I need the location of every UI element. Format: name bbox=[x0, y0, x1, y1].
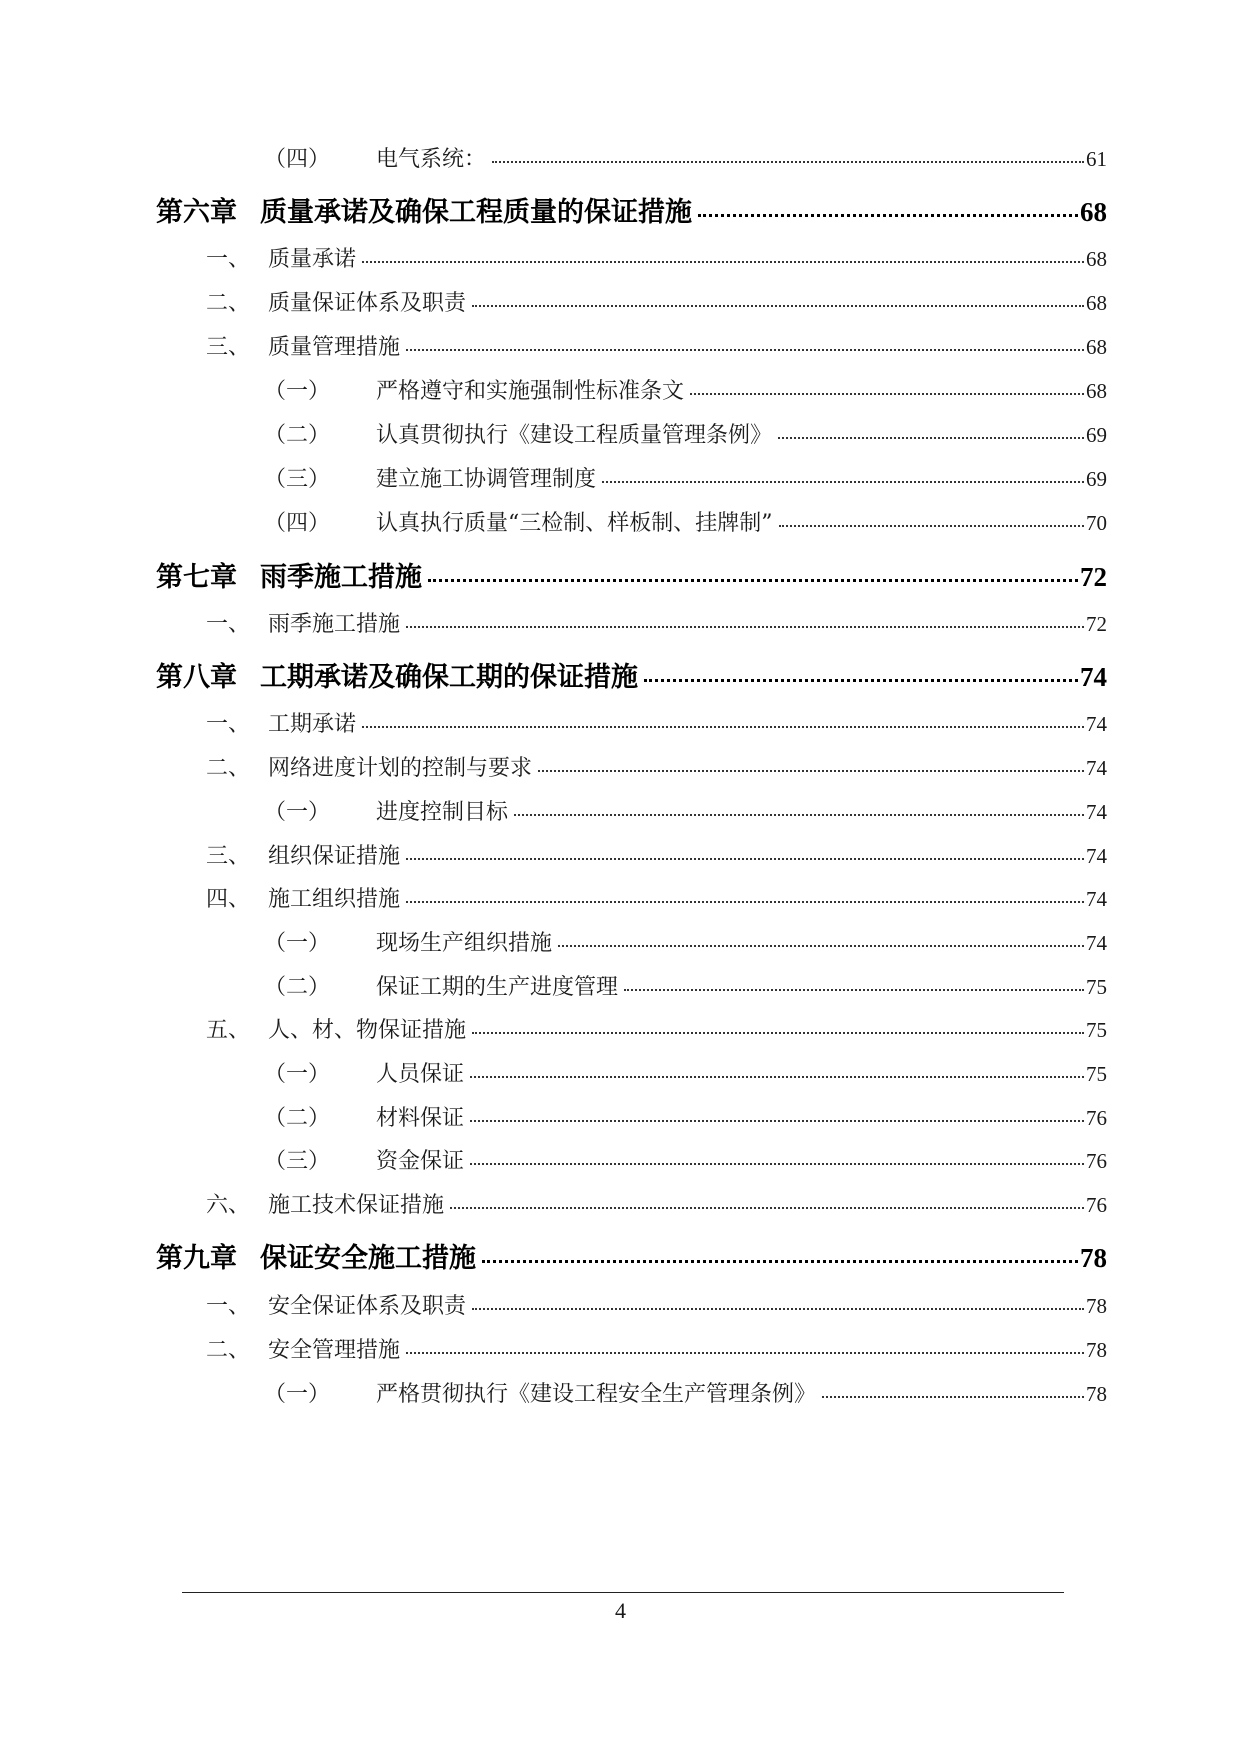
toc-leader-dots bbox=[558, 928, 1084, 950]
toc-entry-number: 第八章 bbox=[156, 662, 237, 693]
toc-entry[interactable] bbox=[264, 1144, 1107, 1175]
toc-leader-dots bbox=[450, 1190, 1084, 1212]
toc-leader-dots bbox=[624, 972, 1084, 994]
toc-leader-dots bbox=[406, 884, 1084, 906]
toc-leader-dots bbox=[472, 288, 1084, 310]
toc-entry-title: 质量承诺 bbox=[268, 247, 357, 272]
toc-entry-page: 72 bbox=[1086, 612, 1107, 636]
toc-entry[interactable] bbox=[264, 506, 1107, 537]
toc-entry[interactable] bbox=[264, 926, 1107, 957]
toc-entry-title: 认真执行质量“三检制、样板制、挂牌制” bbox=[376, 511, 773, 536]
toc-entry-number: 三、 bbox=[206, 844, 251, 869]
toc-entry[interactable] bbox=[264, 970, 1107, 1001]
toc-entry[interactable] bbox=[206, 1013, 1107, 1044]
toc-entry-number: 二、 bbox=[206, 291, 251, 316]
toc-entry-page: 68 bbox=[1086, 379, 1107, 403]
toc-entry-page: 78 bbox=[1086, 1338, 1107, 1362]
toc-entry-number: 第六章 bbox=[156, 197, 237, 228]
toc-entry-number: （三） bbox=[264, 1149, 331, 1174]
toc-entry-title: 人、材、物保证措施 bbox=[268, 1018, 467, 1043]
toc-entry-number: （一） bbox=[264, 1062, 331, 1087]
toc-entry-number: （四） bbox=[264, 511, 331, 536]
toc-entry-number: 一、 bbox=[206, 247, 251, 272]
toc-entry[interactable] bbox=[264, 795, 1107, 826]
toc-chapter-entry[interactable] bbox=[156, 555, 1107, 594]
toc-entry-title: 严格遵守和实施强制性标准条文 bbox=[376, 379, 685, 404]
toc-entry-page: 72 bbox=[1080, 562, 1107, 592]
toc-leader-dots bbox=[362, 709, 1084, 731]
toc-entry-page: 74 bbox=[1080, 662, 1107, 692]
toc-entry-page: 74 bbox=[1086, 756, 1107, 780]
toc-leader-dots bbox=[470, 1103, 1084, 1125]
toc-entry-title: 资金保证 bbox=[376, 1149, 465, 1174]
page-number: 4 bbox=[615, 1598, 626, 1623]
toc-leader-dots bbox=[362, 244, 1084, 266]
toc-leader-dots bbox=[406, 1335, 1084, 1357]
toc-entry-page: 69 bbox=[1086, 467, 1107, 491]
toc-leader-dots bbox=[698, 194, 1078, 221]
toc-entry[interactable] bbox=[206, 882, 1107, 913]
toc-leader-dots bbox=[492, 144, 1084, 166]
toc-entry-number: 三、 bbox=[206, 335, 251, 360]
toc-entry-title: 认真贯彻执行《建设工程质量管理条例》 bbox=[376, 423, 773, 448]
toc-chapter-entry[interactable] bbox=[156, 655, 1107, 694]
toc-entry-page: 70 bbox=[1086, 511, 1107, 535]
toc-chapter-entry[interactable] bbox=[156, 190, 1107, 229]
toc-entry-title: 雨季施工措施 bbox=[268, 612, 401, 637]
toc-entry-page: 78 bbox=[1080, 1243, 1107, 1273]
toc-entry-number: 二、 bbox=[206, 756, 251, 781]
toc-entry-title: 组织保证措施 bbox=[268, 844, 401, 869]
toc-entry-number: （二） bbox=[264, 975, 331, 1000]
toc-entry-number: （四） bbox=[264, 147, 331, 172]
toc-leader-dots bbox=[470, 1059, 1084, 1081]
toc-entry-number: 一、 bbox=[206, 612, 251, 637]
toc-entry-number: （一） bbox=[264, 1382, 331, 1407]
toc-entry-title: 现场生产组织措施 bbox=[376, 931, 553, 956]
toc-entry-title: 施工技术保证措施 bbox=[268, 1193, 445, 1218]
toc-leader-dots bbox=[406, 841, 1084, 863]
toc-entry[interactable] bbox=[206, 607, 1107, 638]
toc-leader-dots bbox=[778, 420, 1084, 442]
toc-entry-page: 74 bbox=[1086, 844, 1107, 868]
toc-leader-dots bbox=[472, 1291, 1084, 1313]
toc-entry-page: 68 bbox=[1086, 335, 1107, 359]
toc-entry-page: 75 bbox=[1086, 975, 1107, 999]
toc-entry-title: 网络进度计划的控制与要求 bbox=[268, 756, 533, 781]
toc-entry-page: 68 bbox=[1086, 291, 1107, 315]
toc-entry[interactable] bbox=[206, 751, 1107, 782]
toc-entry[interactable] bbox=[264, 1101, 1107, 1132]
toc-entry[interactable] bbox=[206, 707, 1107, 738]
toc-chapter-entry[interactable] bbox=[156, 1236, 1107, 1275]
toc-entry-page: 76 bbox=[1086, 1106, 1107, 1130]
toc-entry-page: 76 bbox=[1086, 1149, 1107, 1173]
toc-entry[interactable] bbox=[264, 142, 1107, 173]
toc-entry-title: 严格贯彻执行《建设工程安全生产管理条例》 bbox=[376, 1382, 817, 1407]
toc-entry-number: （二） bbox=[264, 1106, 331, 1131]
toc-entry-title: 安全保证体系及职责 bbox=[268, 1294, 467, 1319]
toc-entry[interactable] bbox=[206, 839, 1107, 870]
toc-entry-number: 五、 bbox=[206, 1018, 251, 1043]
toc-entry-number: 第七章 bbox=[156, 562, 237, 593]
toc-entry-page: 69 bbox=[1086, 423, 1107, 447]
toc-entry[interactable] bbox=[264, 418, 1107, 449]
toc-entry-title: 质量承诺及确保工程质量的保证措施 bbox=[260, 197, 692, 228]
toc-leader-dots bbox=[482, 1240, 1078, 1267]
toc-entry-page: 76 bbox=[1086, 1193, 1107, 1217]
toc-leader-dots bbox=[428, 559, 1078, 586]
toc-entry-number: （三） bbox=[264, 467, 331, 492]
toc-entry-title: 工期承诺 bbox=[268, 712, 357, 737]
toc-leader-dots bbox=[602, 464, 1084, 486]
toc-entry-title: 安全管理措施 bbox=[268, 1338, 401, 1363]
toc-entry-title: 电气系统： bbox=[376, 147, 487, 172]
toc-entry[interactable] bbox=[206, 286, 1107, 317]
toc-entry[interactable] bbox=[206, 330, 1107, 361]
toc-entry-title: 材料保证 bbox=[376, 1106, 465, 1131]
toc-entry[interactable] bbox=[264, 1057, 1107, 1088]
toc-leader-dots bbox=[538, 753, 1084, 775]
toc-entry[interactable] bbox=[264, 374, 1107, 405]
toc-leader-dots bbox=[779, 508, 1085, 530]
toc-entry-page: 61 bbox=[1086, 147, 1107, 171]
toc-entry[interactable] bbox=[206, 1188, 1107, 1219]
toc-entry-number: 六、 bbox=[206, 1193, 251, 1218]
toc-entry-title: 进度控制目标 bbox=[376, 800, 509, 825]
toc-entry-number: 一、 bbox=[206, 1294, 251, 1319]
toc-entry-number: （二） bbox=[264, 423, 331, 448]
toc-entry-number: （一） bbox=[264, 931, 331, 956]
footer-divider bbox=[182, 1592, 1064, 1593]
toc-entry-number: 四、 bbox=[206, 887, 251, 912]
toc-entry-title: 质量保证体系及职责 bbox=[268, 291, 467, 316]
toc-entry-title: 施工组织措施 bbox=[268, 887, 401, 912]
toc-entry-number: （一） bbox=[264, 379, 331, 404]
toc-leader-dots bbox=[406, 609, 1084, 631]
toc-entry-number: （一） bbox=[264, 800, 331, 825]
toc-entry-page: 75 bbox=[1086, 1062, 1107, 1086]
toc-entry-page: 74 bbox=[1086, 887, 1107, 911]
toc-entry-title: 保证安全施工措施 bbox=[260, 1243, 476, 1274]
toc-leader-dots bbox=[514, 797, 1084, 819]
toc-entry-title: 雨季施工措施 bbox=[260, 562, 422, 593]
toc-leader-dots bbox=[690, 376, 1084, 398]
toc-entry[interactable] bbox=[206, 1333, 1107, 1364]
toc-entry-title: 保证工期的生产进度管理 bbox=[376, 975, 619, 1000]
toc-entry-title: 质量管理措施 bbox=[268, 335, 401, 360]
toc-leader-dots bbox=[470, 1146, 1084, 1168]
toc-entry-page: 78 bbox=[1086, 1294, 1107, 1318]
toc-entry-page: 68 bbox=[1080, 197, 1107, 227]
toc-leader-dots bbox=[406, 332, 1084, 354]
toc-entry-page: 74 bbox=[1086, 931, 1107, 955]
toc-entry[interactable] bbox=[264, 462, 1107, 493]
toc-leader-dots bbox=[822, 1379, 1084, 1401]
toc-entry-page: 68 bbox=[1086, 247, 1107, 271]
toc-entry-title: 人员保证 bbox=[376, 1062, 465, 1087]
toc-entry[interactable] bbox=[206, 1289, 1107, 1320]
toc-leader-dots bbox=[472, 1015, 1084, 1037]
toc-entry-number: 一、 bbox=[206, 712, 251, 737]
toc-entry-title: 工期承诺及确保工期的保证措施 bbox=[260, 662, 638, 693]
toc-entry-number: 二、 bbox=[206, 1338, 251, 1363]
toc-entry-page: 78 bbox=[1086, 1382, 1107, 1406]
toc-entry-number: 第九章 bbox=[156, 1243, 237, 1274]
toc-entry-page: 74 bbox=[1086, 800, 1107, 824]
toc-leader-dots bbox=[644, 659, 1078, 686]
toc-entry[interactable] bbox=[206, 242, 1107, 273]
toc-entry-page: 74 bbox=[1086, 712, 1107, 736]
toc-entry-page: 75 bbox=[1086, 1018, 1107, 1042]
toc-entry-title: 建立施工协调管理制度 bbox=[376, 467, 597, 492]
toc-entry[interactable] bbox=[264, 1377, 1107, 1408]
